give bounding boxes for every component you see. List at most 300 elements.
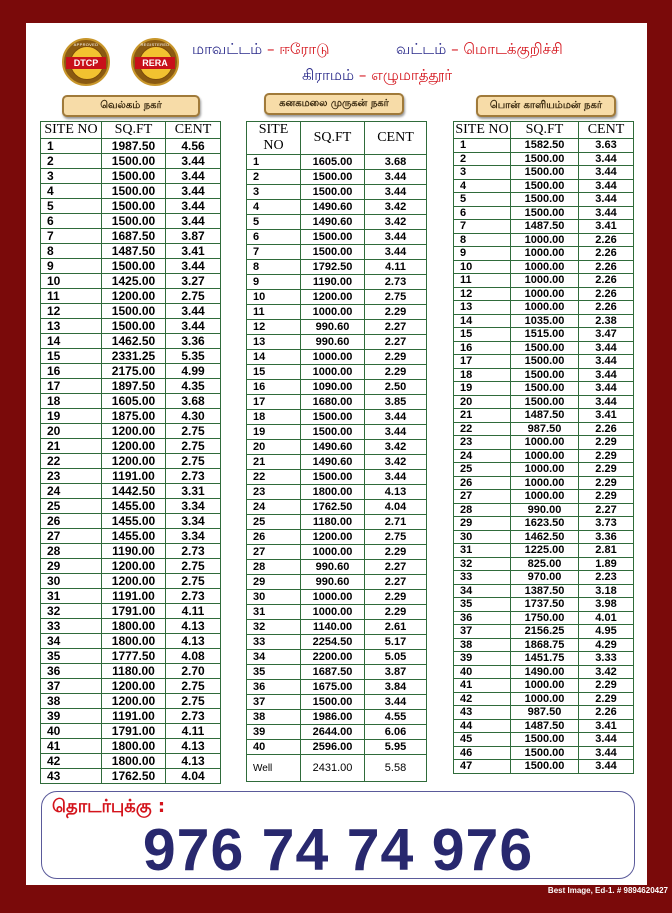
site-no-cell: 33 [454,571,511,585]
sqft-cell: 1500.00 [102,259,166,274]
site-no-cell: 19 [454,382,511,396]
table-row [41,724,221,739]
table-row [247,485,427,500]
table-row [41,244,221,259]
cent-cell: 2.73 [365,275,427,290]
cent-cell: 2.26 [579,422,634,436]
taluk-label: வட்டம் [396,40,447,58]
site-no-cell: 14 [41,334,102,349]
site-no-cell: 17 [41,379,102,394]
cent-cell: 3.36 [579,530,634,544]
sqft-cell: 1000.00 [511,274,579,288]
layout-name-plate-1: வெல்கம் நகர் [62,95,200,117]
sqft-cell: 1762.50 [102,769,166,784]
sqft-cell: 1200.00 [102,289,166,304]
table-row [454,341,634,355]
table-row [41,409,221,424]
site-no-cell: 34 [41,634,102,649]
sqft-cell: 1191.00 [102,589,166,604]
sqft-cell: 1605.00 [102,394,166,409]
sqft-cell: 1000.00 [511,301,579,315]
table-row [247,380,427,395]
table-row [247,635,427,650]
sqft-cell: 1792.50 [301,260,365,275]
cent-cell: 2.26 [579,260,634,274]
sqft-cell: 1462.50 [102,334,166,349]
cent-cell: 3.87 [365,665,427,680]
cent-cell: 3.34 [166,514,221,529]
cent-cell: 3.42 [365,215,427,230]
cent-cell: 4.95 [579,625,634,639]
site-no-cell: 35 [247,665,301,680]
table-row [41,394,221,409]
sqft-cell: 2596.00 [301,740,365,755]
table-row [247,305,427,320]
table-row [41,754,221,769]
sqft-cell: 1500.00 [301,425,365,440]
sqft-cell: 1180.00 [102,664,166,679]
sqft-cell: 1500.00 [102,304,166,319]
sqft-cell: 1582.50 [511,139,579,153]
site-no-cell: 21 [247,455,301,470]
dtcp-logo [62,38,110,86]
cent-cell: 5.58 [365,755,427,782]
cent-cell: 2.75 [166,559,221,574]
column-sqft: SQ.FT [102,122,166,139]
table-row [247,260,427,275]
cent-cell: 2.71 [365,515,427,530]
cent-cell: 3.44 [365,410,427,425]
table-row [41,274,221,289]
site-no-cell: 3 [454,166,511,180]
table-row [247,455,427,470]
table-row [247,320,427,335]
sqft-cell: 1200.00 [102,679,166,694]
sqft-cell: 2200.00 [301,650,365,665]
sqft-cell: 1675.00 [301,680,365,695]
site-no-cell: 29 [247,575,301,590]
site-no-cell: 30 [41,574,102,589]
cent-cell: 4.30 [166,409,221,424]
sqft-cell: 1455.00 [102,514,166,529]
cent-cell: 2.29 [579,692,634,706]
site-no-cell: 27 [454,490,511,504]
cent-cell: 2.27 [365,335,427,350]
cent-cell: 2.75 [166,424,221,439]
cent-cell: 2.75 [166,439,221,454]
sqft-cell: 1487.50 [511,409,579,423]
site-no-cell: 25 [247,515,301,530]
site-no-cell: 10 [247,290,301,305]
cent-cell: 2.75 [166,574,221,589]
table-row [454,692,634,706]
contact-phone-number[interactable]: 976 74 74 976 [142,817,534,883]
cent-cell: 3.44 [166,319,221,334]
cent-cell: 3.44 [365,695,427,710]
table-row [41,319,221,334]
table-row [454,706,634,720]
table-row [454,409,634,423]
cent-cell: 4.04 [166,769,221,784]
site-no-cell: 39 [41,709,102,724]
district-separator: – [267,40,275,58]
cent-cell: 3.44 [579,355,634,369]
cent-cell: 3.42 [365,440,427,455]
cent-cell: 3.44 [579,760,634,774]
table-row [41,559,221,574]
sqft-cell: 1000.00 [301,545,365,560]
table-row [41,679,221,694]
cent-cell: 3.44 [166,259,221,274]
site-no-cell: 47 [454,760,511,774]
cent-cell: 3.44 [579,341,634,355]
sqft-cell: 1000.00 [511,287,579,301]
cent-cell: 3.44 [166,214,221,229]
site-no-cell: 4 [41,184,102,199]
sqft-cell: 990.60 [301,575,365,590]
dtcp-logo-badge: DTCP [66,57,106,69]
cent-cell: 2.29 [365,590,427,605]
cent-cell: 3.98 [579,598,634,612]
table-row [41,214,221,229]
site-no-cell: 2 [454,152,511,166]
cent-cell: 3.44 [579,166,634,180]
site-no-cell: 22 [41,454,102,469]
site-no-cell: 40 [247,740,301,755]
cent-cell: 4.13 [166,754,221,769]
cent-cell: 3.44 [579,368,634,382]
site-no-cell: 38 [454,638,511,652]
table-row [41,424,221,439]
table-row [41,499,221,514]
table-row [454,557,634,571]
cent-cell: 3.27 [166,274,221,289]
site-no-cell: 46 [454,746,511,760]
plot-table-1 [40,121,221,784]
site-no-cell: 6 [247,230,301,245]
table-row [454,490,634,504]
sqft-cell: 1500.00 [102,184,166,199]
village-label: கிராமம் [302,66,355,84]
table-row [41,184,221,199]
table-row [41,544,221,559]
cent-cell: 2.23 [579,571,634,585]
village-separator: – [358,66,367,84]
table-row [454,598,634,612]
sqft-cell: 1487.50 [102,244,166,259]
site-no-cell: 17 [454,355,511,369]
cent-cell: 3.87 [166,229,221,244]
sqft-cell: 1000.00 [511,247,579,261]
cent-cell: 2.81 [579,544,634,558]
table-row [247,290,427,305]
table-row [41,769,221,784]
sqft-cell: 1897.50 [102,379,166,394]
table-row [454,503,634,517]
sqft-cell: 1605.00 [301,155,365,170]
site-no-cell: 15 [454,328,511,342]
sqft-cell: 1800.00 [102,634,166,649]
cent-cell: 2.29 [365,365,427,380]
village-line [302,66,452,86]
site-no-cell: 29 [41,559,102,574]
table-row [454,544,634,558]
site-no-cell: 18 [454,368,511,382]
sqft-cell: 1500.00 [301,695,365,710]
cent-cell: 5.05 [365,650,427,665]
site-no-cell: 31 [41,589,102,604]
column-cent: CENT [166,122,221,139]
site-no-cell: 33 [247,635,301,650]
table-row [454,301,634,315]
site-no-cell: 22 [454,422,511,436]
site-no-cell: 7 [41,229,102,244]
site-no-cell: 37 [454,625,511,639]
site-no-cell: 27 [247,545,301,560]
sqft-cell: 1737.50 [511,598,579,612]
cent-cell: 2.75 [365,530,427,545]
site-no-cell: 10 [41,274,102,289]
cent-cell: 3.68 [365,155,427,170]
site-no-cell: 5 [454,193,511,207]
sqft-cell: 1800.00 [102,739,166,754]
sqft-cell: 1500.00 [301,470,365,485]
site-no-cell: 38 [247,710,301,725]
contact-box [41,791,635,883]
site-no-cell: 26 [41,514,102,529]
cent-cell: 2.75 [166,679,221,694]
site-no-cell: 1 [247,155,301,170]
sqft-cell: 1000.00 [301,350,365,365]
cent-cell: 4.35 [166,379,221,394]
site-no-cell: 13 [247,335,301,350]
table-row [454,746,634,760]
sqft-cell: 1000.00 [301,365,365,380]
site-no-cell: 23 [247,485,301,500]
cent-cell: 2.75 [166,289,221,304]
sqft-cell: 1425.00 [102,274,166,289]
cent-cell: 3.47 [579,328,634,342]
cent-cell: 3.44 [166,154,221,169]
site-no-cell: 25 [454,463,511,477]
table-row [41,229,221,244]
sqft-cell: 1200.00 [102,439,166,454]
site-no-cell: 20 [247,440,301,455]
sqft-cell: 1090.00 [301,380,365,395]
table-row [41,379,221,394]
well-row [247,755,427,782]
table-row [454,139,634,153]
site-no-cell: 22 [247,470,301,485]
site-no-cell: 11 [41,289,102,304]
table-row [247,200,427,215]
site-no-cell: 35 [454,598,511,612]
site-no-cell: 36 [41,664,102,679]
table-row [41,739,221,754]
cent-cell: 5.95 [365,740,427,755]
cent-cell: 2.26 [579,247,634,261]
table-row [454,233,634,247]
village-value: எழுமாத்தூர் [371,66,453,84]
site-no-cell: 2 [247,170,301,185]
table-row [41,439,221,454]
sqft-cell: 2156.25 [511,625,579,639]
table-row [247,725,427,740]
table-row [454,638,634,652]
site-no-cell: 40 [454,665,511,679]
table-row [247,185,427,200]
sqft-cell: 1500.00 [511,341,579,355]
sqft-cell: 1875.00 [102,409,166,424]
site-no-cell: 36 [454,611,511,625]
site-no-cell: 30 [454,530,511,544]
cent-cell: 3.68 [166,394,221,409]
cent-cell: 4.11 [166,604,221,619]
cent-cell: 2.26 [579,301,634,315]
sqft-cell: 970.00 [511,571,579,585]
column-sqft: SQ.FT [301,122,365,155]
table-row [41,139,221,154]
cent-cell: 3.34 [166,499,221,514]
sqft-cell: 1000.00 [301,605,365,620]
site-no-cell: 6 [454,206,511,220]
table-row [247,425,427,440]
sqft-cell: 1500.00 [301,410,365,425]
dtcp-logo-ring-text: APPROVED [73,42,99,47]
site-no-cell: 24 [247,500,301,515]
cent-cell: 2.73 [166,709,221,724]
cent-cell: 3.63 [579,139,634,153]
site-no-cell: 8 [41,244,102,259]
cent-cell: 2.26 [579,287,634,301]
site-no-cell: 35 [41,649,102,664]
table-row [41,469,221,484]
site-no-cell: 5 [247,215,301,230]
sqft-cell: 1500.00 [511,206,579,220]
sqft-cell: 1180.00 [301,515,365,530]
sqft-cell: 1000.00 [511,679,579,693]
cent-cell: 2.27 [579,503,634,517]
cent-cell: 2.50 [365,380,427,395]
site-no-cell: 19 [247,425,301,440]
table-row [247,695,427,710]
table-row [454,274,634,288]
table-row [454,314,634,328]
sqft-cell: 1500.00 [511,746,579,760]
cent-cell: 3.44 [365,170,427,185]
cent-cell: 3.44 [365,185,427,200]
site-no-cell: 41 [454,679,511,693]
sqft-cell: 1500.00 [102,319,166,334]
site-no-cell: 4 [454,179,511,193]
site-no-cell: 21 [41,439,102,454]
sqft-cell: 1140.00 [301,620,365,635]
sqft-cell: 1750.00 [511,611,579,625]
sqft-cell: 1442.50 [102,484,166,499]
sqft-cell: 1500.00 [511,733,579,747]
table-row [454,625,634,639]
site-no-cell: 12 [454,287,511,301]
table-row [247,395,427,410]
site-no-cell: 8 [247,260,301,275]
sqft-cell: 1800.00 [102,754,166,769]
sqft-cell: 1225.00 [511,544,579,558]
site-no-cell: 32 [247,620,301,635]
cent-cell: 4.99 [166,364,221,379]
table-row [41,634,221,649]
cent-cell: 2.27 [365,575,427,590]
cent-cell: 2.26 [579,233,634,247]
site-no-cell: 14 [454,314,511,328]
layout-name-plate-2: கனகமலை முருகன் நகர் [264,93,404,115]
column-site-no: SITE NO [41,122,102,139]
table-row [454,395,634,409]
table-row [454,179,634,193]
site-no-cell: 10 [454,260,511,274]
site-no-cell: 32 [454,557,511,571]
site-no-cell: 41 [41,739,102,754]
sqft-cell: 1191.00 [102,469,166,484]
table-row [247,605,427,620]
table-row [247,560,427,575]
site-no-cell: 45 [454,733,511,747]
cent-cell: 3.44 [166,169,221,184]
site-no-cell: 27 [41,529,102,544]
sqft-cell: 1035.00 [511,314,579,328]
table-row [454,652,634,666]
cent-cell: 4.13 [166,619,221,634]
table-row [41,304,221,319]
site-no-cell: 24 [41,484,102,499]
cent-cell: 3.41 [166,244,221,259]
table-row [247,170,427,185]
site-no-cell: 28 [41,544,102,559]
site-no-cell: 37 [41,679,102,694]
table-row [41,154,221,169]
cent-cell: 3.44 [579,206,634,220]
site-no-cell: 20 [454,395,511,409]
sqft-cell: 990.60 [301,560,365,575]
sqft-cell: 1455.00 [102,529,166,544]
site-no-cell: 20 [41,424,102,439]
table-row [247,575,427,590]
contact-label: தொடர்புக்கு : [52,796,166,817]
cent-cell: 3.41 [579,220,634,234]
plot-table-3 [453,121,634,774]
table-row [454,166,634,180]
sqft-cell: 1500.00 [102,169,166,184]
sqft-cell: 1500.00 [511,355,579,369]
sqft-cell: 1762.50 [301,500,365,515]
cent-cell: 3.44 [579,395,634,409]
sqft-cell: 1500.00 [511,193,579,207]
site-no-cell: 31 [454,544,511,558]
site-no-cell: 28 [247,560,301,575]
site-no-cell: 16 [454,341,511,355]
sqft-cell: 1500.00 [511,760,579,774]
cent-cell: 4.13 [166,634,221,649]
sqft-cell: 1190.00 [102,544,166,559]
sqft-cell: 1000.00 [301,305,365,320]
cent-cell: 1.89 [579,557,634,571]
site-no-cell: 42 [41,754,102,769]
cent-cell: 3.44 [579,733,634,747]
site-no-cell: 32 [41,604,102,619]
table-row [41,484,221,499]
sqft-cell: 1000.00 [511,260,579,274]
taluk-value: மொடக்குறிச்சி [463,40,563,58]
site-no-cell: 9 [247,275,301,290]
